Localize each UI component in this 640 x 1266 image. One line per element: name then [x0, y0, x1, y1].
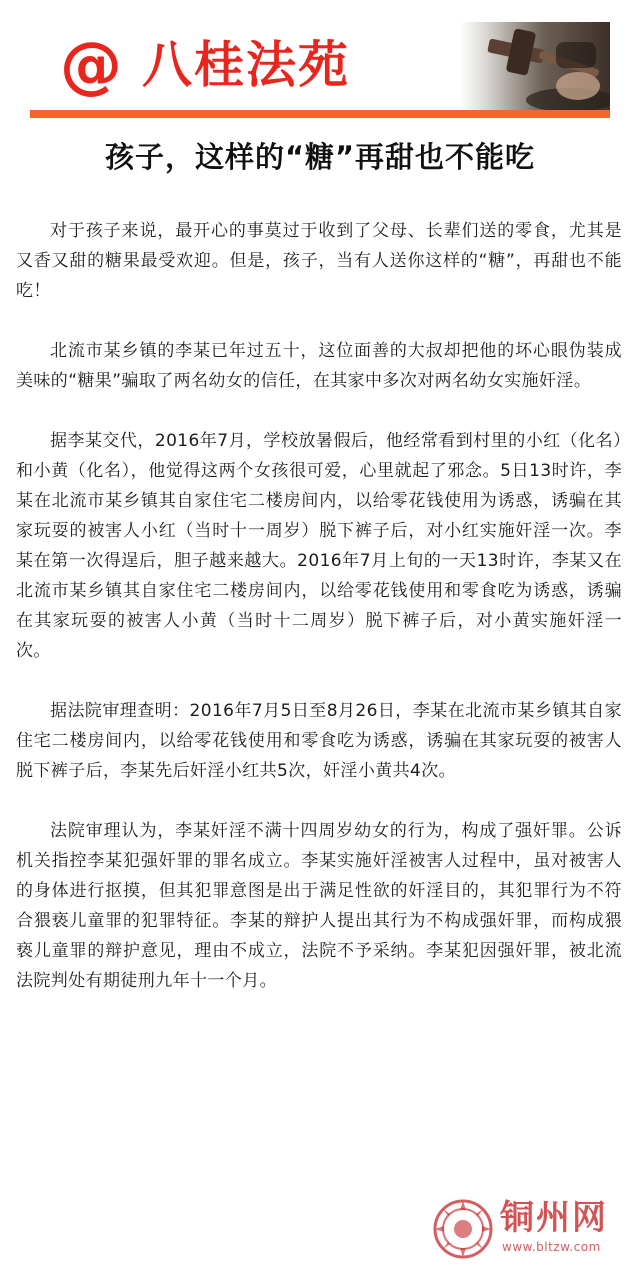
page-header — [30, 22, 610, 118]
paragraph-confession: 据李某交代，2016年7月，学校放暑假后，他经常看到村里的小红（化名）和小黄（化名），他觉得这两个女孩很可爱，心里就起了邪念。5日13时许，李某在北流市某乡镇其自家住宅二楼房间内，以给零花钱使用为诱惑，诱骗在其家玩耍的被害人小红（当时十一周岁）脱下裤子后，对小红实施奸淫一次。李某在第一次得逞后，胆子越来越大。2016年7月上旬的一天13时许，李某又在北流市某乡镇其自家住宅二楼房间内，以给零花钱使用和零食吃为诱惑，诱骗在其家玩耍的被害人小黄（当时十二周岁）脱下裤子后，对小黄实施奸淫一次。 — [16, 431, 622, 661]
gavel-icon — [460, 22, 610, 110]
site-url: www.bltzw.com — [502, 1240, 601, 1254]
paragraph-court-findings: 据法院审理查明：2016年7月5日至8月26日，李某在北流市某乡镇其自家住宅二楼房间内，以给零花钱使用和零食吃为诱惑，诱骗在其家玩耍的被害人脱下裤子后，李某先后奸淫小红共5次，奸淫小黄共4次。 — [16, 701, 622, 781]
article-title: 孩子，这样的“糖”再甜也不能吃 — [104, 140, 536, 174]
paragraph-intro: 对于孩子来说，最开心的事莫过于收到了父母、长辈们送的零食，尤其是又香又甜的糖果最受欢迎。但是，孩子，当有人送你这样的“糖”，再甜也不能吃！ — [16, 221, 622, 301]
site-watermark — [432, 1196, 632, 1262]
site-name: 铜州网 — [500, 1198, 608, 1238]
ornamental-seal-icon — [432, 1198, 494, 1260]
brand-name: 八桂法苑 — [142, 36, 350, 94]
brand-logo — [60, 30, 350, 100]
paragraph-court-ruling: 法院审理认为，李某奸淫不满十四周岁幼女的行为，构成了强奸罪。公诉机关指控李某犯强奸罪的罪名成立。李某实施奸淫被害人过程中，虽对被害人的身体进行抠摸，但其犯罪意图是出于满足性欲的奸淫目的，其犯罪行为不符合猥亵儿童罪的犯罪特征。李某的辩护人提出其行为不构成强奸罪，而构成猥亵儿童罪的辩护意见，理由不成立，法院不予采纳。李某犯因强奸罪，被北流法院判处有期徒刑九年十一个月。 — [16, 821, 622, 991]
paragraph-case-summary: 北流市某乡镇的李某已年过五十，这位面善的大叔却把他的坏心眼伪装成美味的“糖果”骗取了两名幼女的信任，在其家中多次对两名幼女实施奸淫。 — [16, 341, 622, 391]
at-symbol: @ — [60, 28, 120, 101]
article-body — [16, 216, 622, 1026]
header-accent-bar — [30, 110, 610, 118]
